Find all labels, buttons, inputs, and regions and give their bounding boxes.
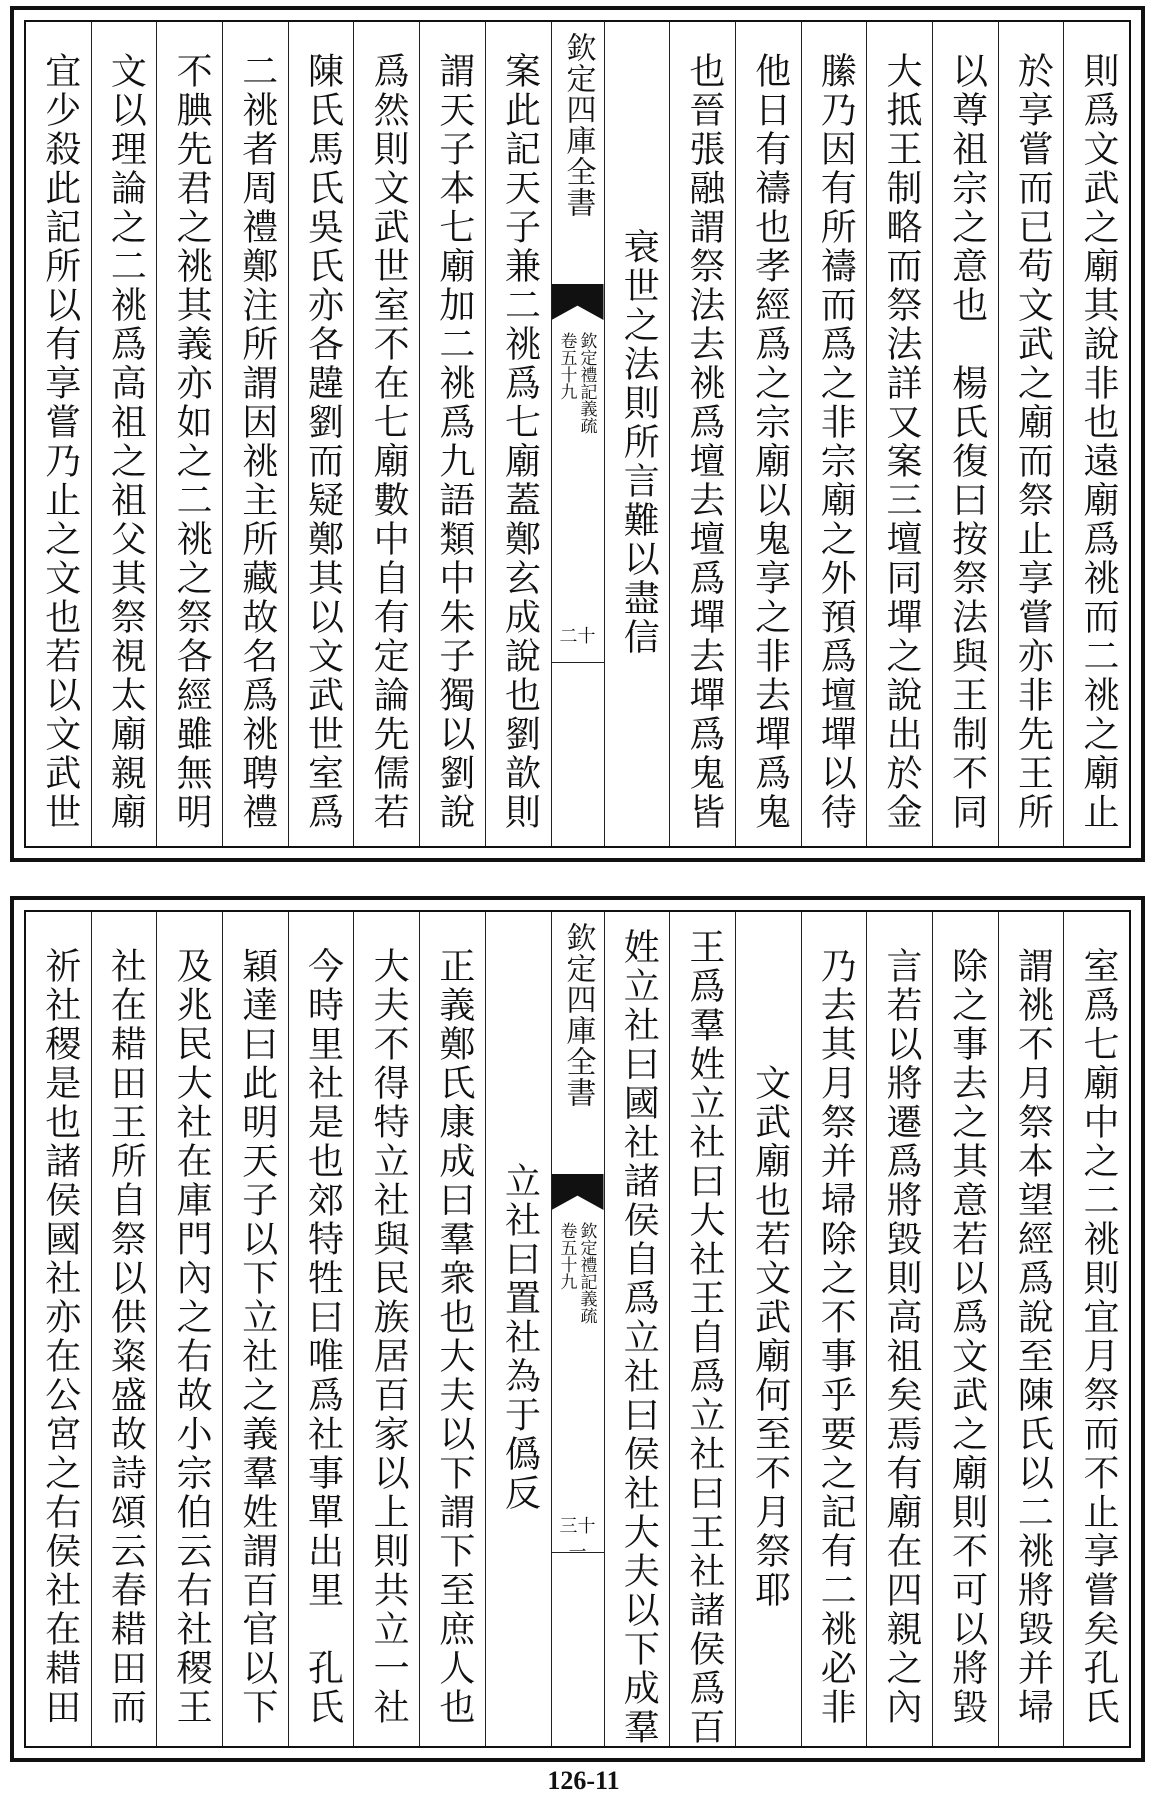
center-gutter: [551, 912, 604, 1746]
text-column: 於享嘗而已苟文武之廟而祭止享嘗亦非先王所: [998, 22, 1064, 846]
text-column: 姓立社曰國社諸侯自爲立社曰侯社大夫以下成羣: [604, 912, 670, 1746]
text-column: 祈社稷是也諸侯國社亦在公宮之右侯社在耤田: [39, 947, 81, 1727]
text-column: 縢乃因有所禱而爲之非宗廟之外預爲壇墠以待: [801, 22, 867, 846]
folio-number: 三十一: [559, 1516, 596, 1563]
text-column: 文武廟也若文武廟何至不月祭耶: [735, 912, 801, 1746]
text-column: 王爲羣姓立社曰大社王自爲立社曰王社諸侯爲百: [669, 912, 735, 1746]
fishtail-mark: [552, 284, 604, 320]
text-column: 也晉張融謂祭法去祧爲壇去壇爲墠去墠爲鬼皆: [669, 22, 735, 846]
text-column: 大夫不得特立社與民族居百家以上則共立一社: [353, 912, 419, 1746]
text-column: 以尊祖宗之意也 楊氏復曰按祭法與王制不同: [932, 22, 998, 846]
text-column: 案此記天子兼二祧爲七廟蓋鄭玄成說也劉歆則: [485, 22, 551, 846]
gutter-rule: [552, 662, 604, 663]
center-gutter: [551, 22, 604, 846]
text-column: 室爲七廟中之二祧則宜月祭而不止享嘗矣孔氏: [1063, 912, 1129, 1746]
text-column: 大抵王制略而祭法詳又案三壇同墠之說出於金: [866, 22, 932, 846]
upper-page-frame: [24, 20, 1131, 848]
text-column: 則爲文武之廟其說非也遠廟爲祧而二祧之廟止: [1063, 22, 1129, 846]
lower-page-frame: [24, 910, 1131, 1748]
text-column: 不腆先君之祧其義亦如之二祧之祭各經雖無明: [156, 22, 222, 846]
gutter-title: 欽定四庫全書: [560, 922, 596, 1108]
text-column: 二祧者周禮鄭注所謂因祧主所藏故名爲祧聘禮: [222, 22, 288, 846]
lower-page: [10, 896, 1145, 1762]
text-column: 言若以將遷爲將毀則高祖矣焉有廟在四親之內: [866, 912, 932, 1746]
text-column: 除之事去之其意若以爲文武之廟則不可以將毀: [932, 912, 998, 1746]
upper-page: [10, 6, 1145, 862]
folio-number: 二十: [559, 626, 596, 647]
text-column: 社在耤田王所自祭以供粢盛故詩頌云春耤田而: [91, 912, 157, 1746]
gutter-subtitle: 欽定禮記義疏 卷五十九: [556, 332, 597, 434]
text-column: 衰世之法則所言難以盡信: [604, 22, 670, 846]
gutter-rule: [552, 1552, 604, 1553]
gutter-title: 欽定四庫全書: [560, 32, 596, 218]
page-footer-number: 126-11: [547, 1766, 620, 1795]
text-column: 立社曰置社為于僞反: [485, 912, 551, 1746]
text-column: 他日有禱也孝經爲之宗廟以鬼享之非去墠爲鬼: [735, 22, 801, 846]
fishtail-mark: [552, 1174, 604, 1210]
text-column: 乃去其月祭并埽除之不事乎要之記有二祧必非: [801, 912, 867, 1746]
text-column: 今時里社是也郊特牲曰唯爲社事單出里 孔氏: [288, 912, 354, 1746]
text-column: 及兆民大社在庫門內之右故小宗伯云右社稷王: [156, 912, 222, 1746]
text-column: 謂祧不月祭本望經爲說至陳氏以二祧將毀并埽: [998, 912, 1064, 1746]
text-column: 謂天子本七廟加二祧爲九語類中朱子獨以劉說: [419, 22, 485, 846]
text-column: 爲然則文武世室不在七廟數中自有定論先儒若: [353, 22, 419, 846]
text-column: 宜少殺此記所以有享嘗乃止之文也若以文武世: [39, 52, 81, 832]
text-column: 文以理論之二祧爲高祖之祖父其祭視太廟親廟: [91, 22, 157, 846]
text-column: 陳氏馬氏吳氏亦各韙劉而疑鄭其以文武世室爲: [288, 22, 354, 846]
text-column: 穎達曰此明天子以下立社之義羣姓謂百官以下: [222, 912, 288, 1746]
gutter-subtitle: 欽定禮記義疏 卷五十九: [556, 1222, 597, 1324]
text-column: 正義鄭氏康成曰羣衆也大夫以下謂下至庶人也: [419, 912, 485, 1746]
